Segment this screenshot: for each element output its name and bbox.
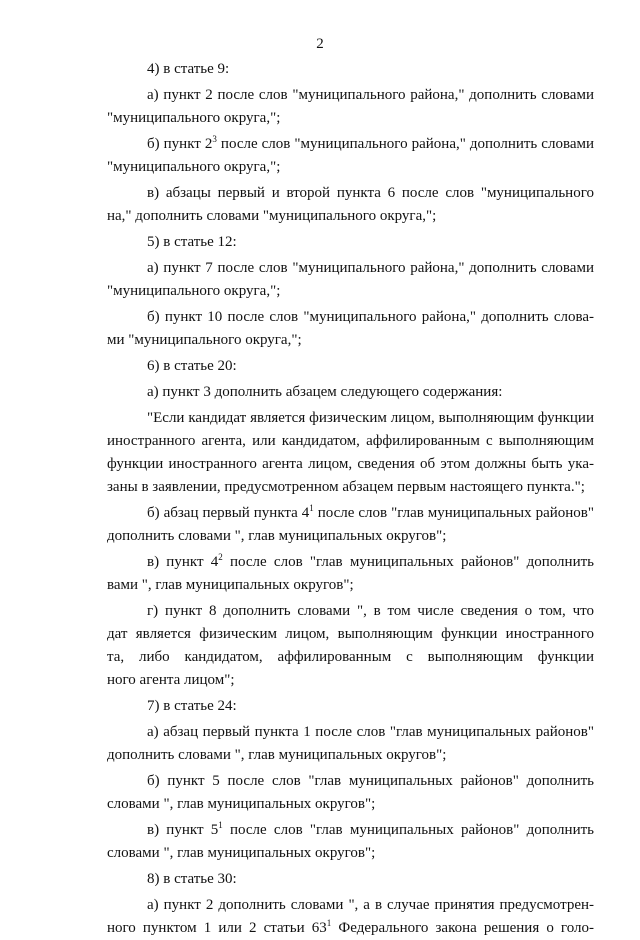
text-line bbox=[107, 58, 594, 81]
text-line bbox=[107, 819, 594, 842]
text-line bbox=[107, 770, 594, 793]
text-line bbox=[107, 381, 594, 404]
text-line bbox=[107, 646, 594, 669]
text-line bbox=[107, 842, 594, 865]
text-line bbox=[107, 525, 594, 548]
text-line bbox=[107, 600, 594, 623]
text-segment: Федерального закона решения о голо- bbox=[331, 920, 594, 936]
text-segment: "Если кандидат является физическим лицом, выполняющим функции bbox=[147, 410, 594, 426]
text-segment: 6) в статье 20: bbox=[147, 358, 237, 374]
text-segment: а) пункт 7 после слов "муниципального района," дополнить словами bbox=[147, 260, 594, 276]
text-segment: "муниципального округа,"; bbox=[107, 110, 281, 126]
text-segment: "муниципального округа,"; bbox=[107, 159, 281, 175]
text-segment: иностранного агента, или кандидатом, аффилированным с выполняющим bbox=[107, 433, 594, 449]
text-segment: после слов "глав муниципальных районов" bbox=[313, 505, 594, 521]
text-line bbox=[107, 574, 594, 597]
text-line bbox=[107, 231, 594, 254]
text-line bbox=[107, 453, 594, 476]
text-segment: "муниципального округа,"; bbox=[107, 283, 281, 299]
text-line bbox=[107, 355, 594, 378]
text-segment: та, либо кандидатом, аффилированным с выполняющим функции bbox=[107, 649, 594, 665]
text-segment: а) пункт 2 после слов "муниципального района," дополнить словами bbox=[147, 87, 594, 103]
superscript: 1 bbox=[326, 918, 332, 928]
text-line bbox=[107, 721, 594, 744]
text-segment: после слов "глав муниципальных районов" дополнить bbox=[229, 554, 594, 570]
text-segment: б) пункт 5 после слов "глав муниципальных районов" дополнить bbox=[147, 773, 594, 789]
text-segment: ми "муниципального округа,"; bbox=[107, 332, 302, 348]
text-segment: г) пункт 8 дополнить словами ", в том числе сведения о том, что bbox=[147, 603, 594, 619]
text-segment: функции иностранного агента лицом, сведения об этом должны быть ука- bbox=[107, 456, 594, 472]
text-segment: ного агента лицом"; bbox=[107, 672, 235, 688]
text-segment: заны в заявлении, предусмотренном абзацем первым настоящего пункта."; bbox=[107, 479, 585, 495]
text-line bbox=[107, 894, 594, 917]
text-line bbox=[107, 430, 594, 453]
text-line bbox=[107, 551, 594, 574]
text-segment: в) пункт 5 bbox=[147, 822, 219, 838]
text-segment: 4) в статье 9: bbox=[147, 61, 230, 77]
text-segment: а) пункт 3 дополнить абзацем следующего содержания: bbox=[147, 384, 503, 400]
text-segment: после слов "глав муниципальных районов" дополнить bbox=[222, 822, 594, 838]
text-segment: б) пункт 2 bbox=[147, 136, 213, 152]
document-body bbox=[107, 58, 594, 940]
superscript: 1 bbox=[309, 503, 314, 513]
text-segment: словами ", глав муниципальных округов"; bbox=[107, 845, 376, 861]
text-segment: б) абзац первый пункта 4 bbox=[147, 505, 310, 521]
superscript: 2 bbox=[218, 552, 223, 562]
superscript: 1 bbox=[218, 820, 223, 830]
text-segment: 5) в статье 12: bbox=[147, 234, 237, 250]
text-segment: 7) в статье 24: bbox=[147, 698, 237, 714]
text-line bbox=[107, 182, 594, 205]
text-segment: б) пункт 10 после слов "муниципального района," дополнить слова- bbox=[147, 309, 594, 325]
text-line bbox=[107, 695, 594, 718]
text-line bbox=[107, 793, 594, 816]
text-segment: 8) в статье 30: bbox=[147, 871, 237, 887]
text-line bbox=[107, 280, 594, 303]
text-line bbox=[107, 476, 594, 499]
text-line bbox=[107, 502, 594, 525]
text-segment: ного пунктом 1 или 2 статьи 63 bbox=[107, 920, 327, 936]
superscript: 3 bbox=[212, 134, 217, 144]
text-line bbox=[107, 744, 594, 767]
page-number: 2 bbox=[316, 36, 324, 52]
text-line bbox=[107, 84, 594, 107]
text-line bbox=[107, 623, 594, 646]
text-segment: дополнить словами ", глав муниципальных округов"; bbox=[107, 747, 447, 763]
text-line bbox=[107, 107, 594, 130]
text-segment: в) абзацы первый и второй пункта 6 после слов "муниципального bbox=[147, 185, 594, 201]
text-line bbox=[107, 669, 594, 692]
text-line bbox=[107, 868, 594, 891]
text-segment: словами ", глав муниципальных округов"; bbox=[107, 796, 376, 812]
text-line bbox=[107, 407, 594, 430]
text-segment: после слов "муниципального района," дополнить словами bbox=[216, 136, 594, 152]
text-line bbox=[107, 156, 594, 179]
text-line bbox=[107, 306, 594, 329]
text-segment: в) пункт 4 bbox=[147, 554, 219, 570]
text-segment: а) абзац первый пункта 1 после слов "глав муниципальных районов" bbox=[147, 724, 594, 740]
text-segment: дат является физическим лицом, выполняющим функции иностранного bbox=[107, 626, 594, 642]
text-segment: дополнить словами ", глав муниципальных округов"; bbox=[107, 528, 447, 544]
text-line bbox=[107, 205, 594, 228]
text-segment: а) пункт 2 дополнить словами ", а в случае принятия предусмотрен- bbox=[147, 897, 594, 913]
text-line bbox=[107, 917, 594, 940]
text-segment: вами ", глав муниципальных округов"; bbox=[107, 577, 354, 593]
text-line bbox=[107, 329, 594, 352]
text-line bbox=[107, 133, 594, 156]
text-segment: на," дополнить словами "муниципального округа,"; bbox=[107, 208, 437, 224]
text-line bbox=[107, 257, 594, 280]
